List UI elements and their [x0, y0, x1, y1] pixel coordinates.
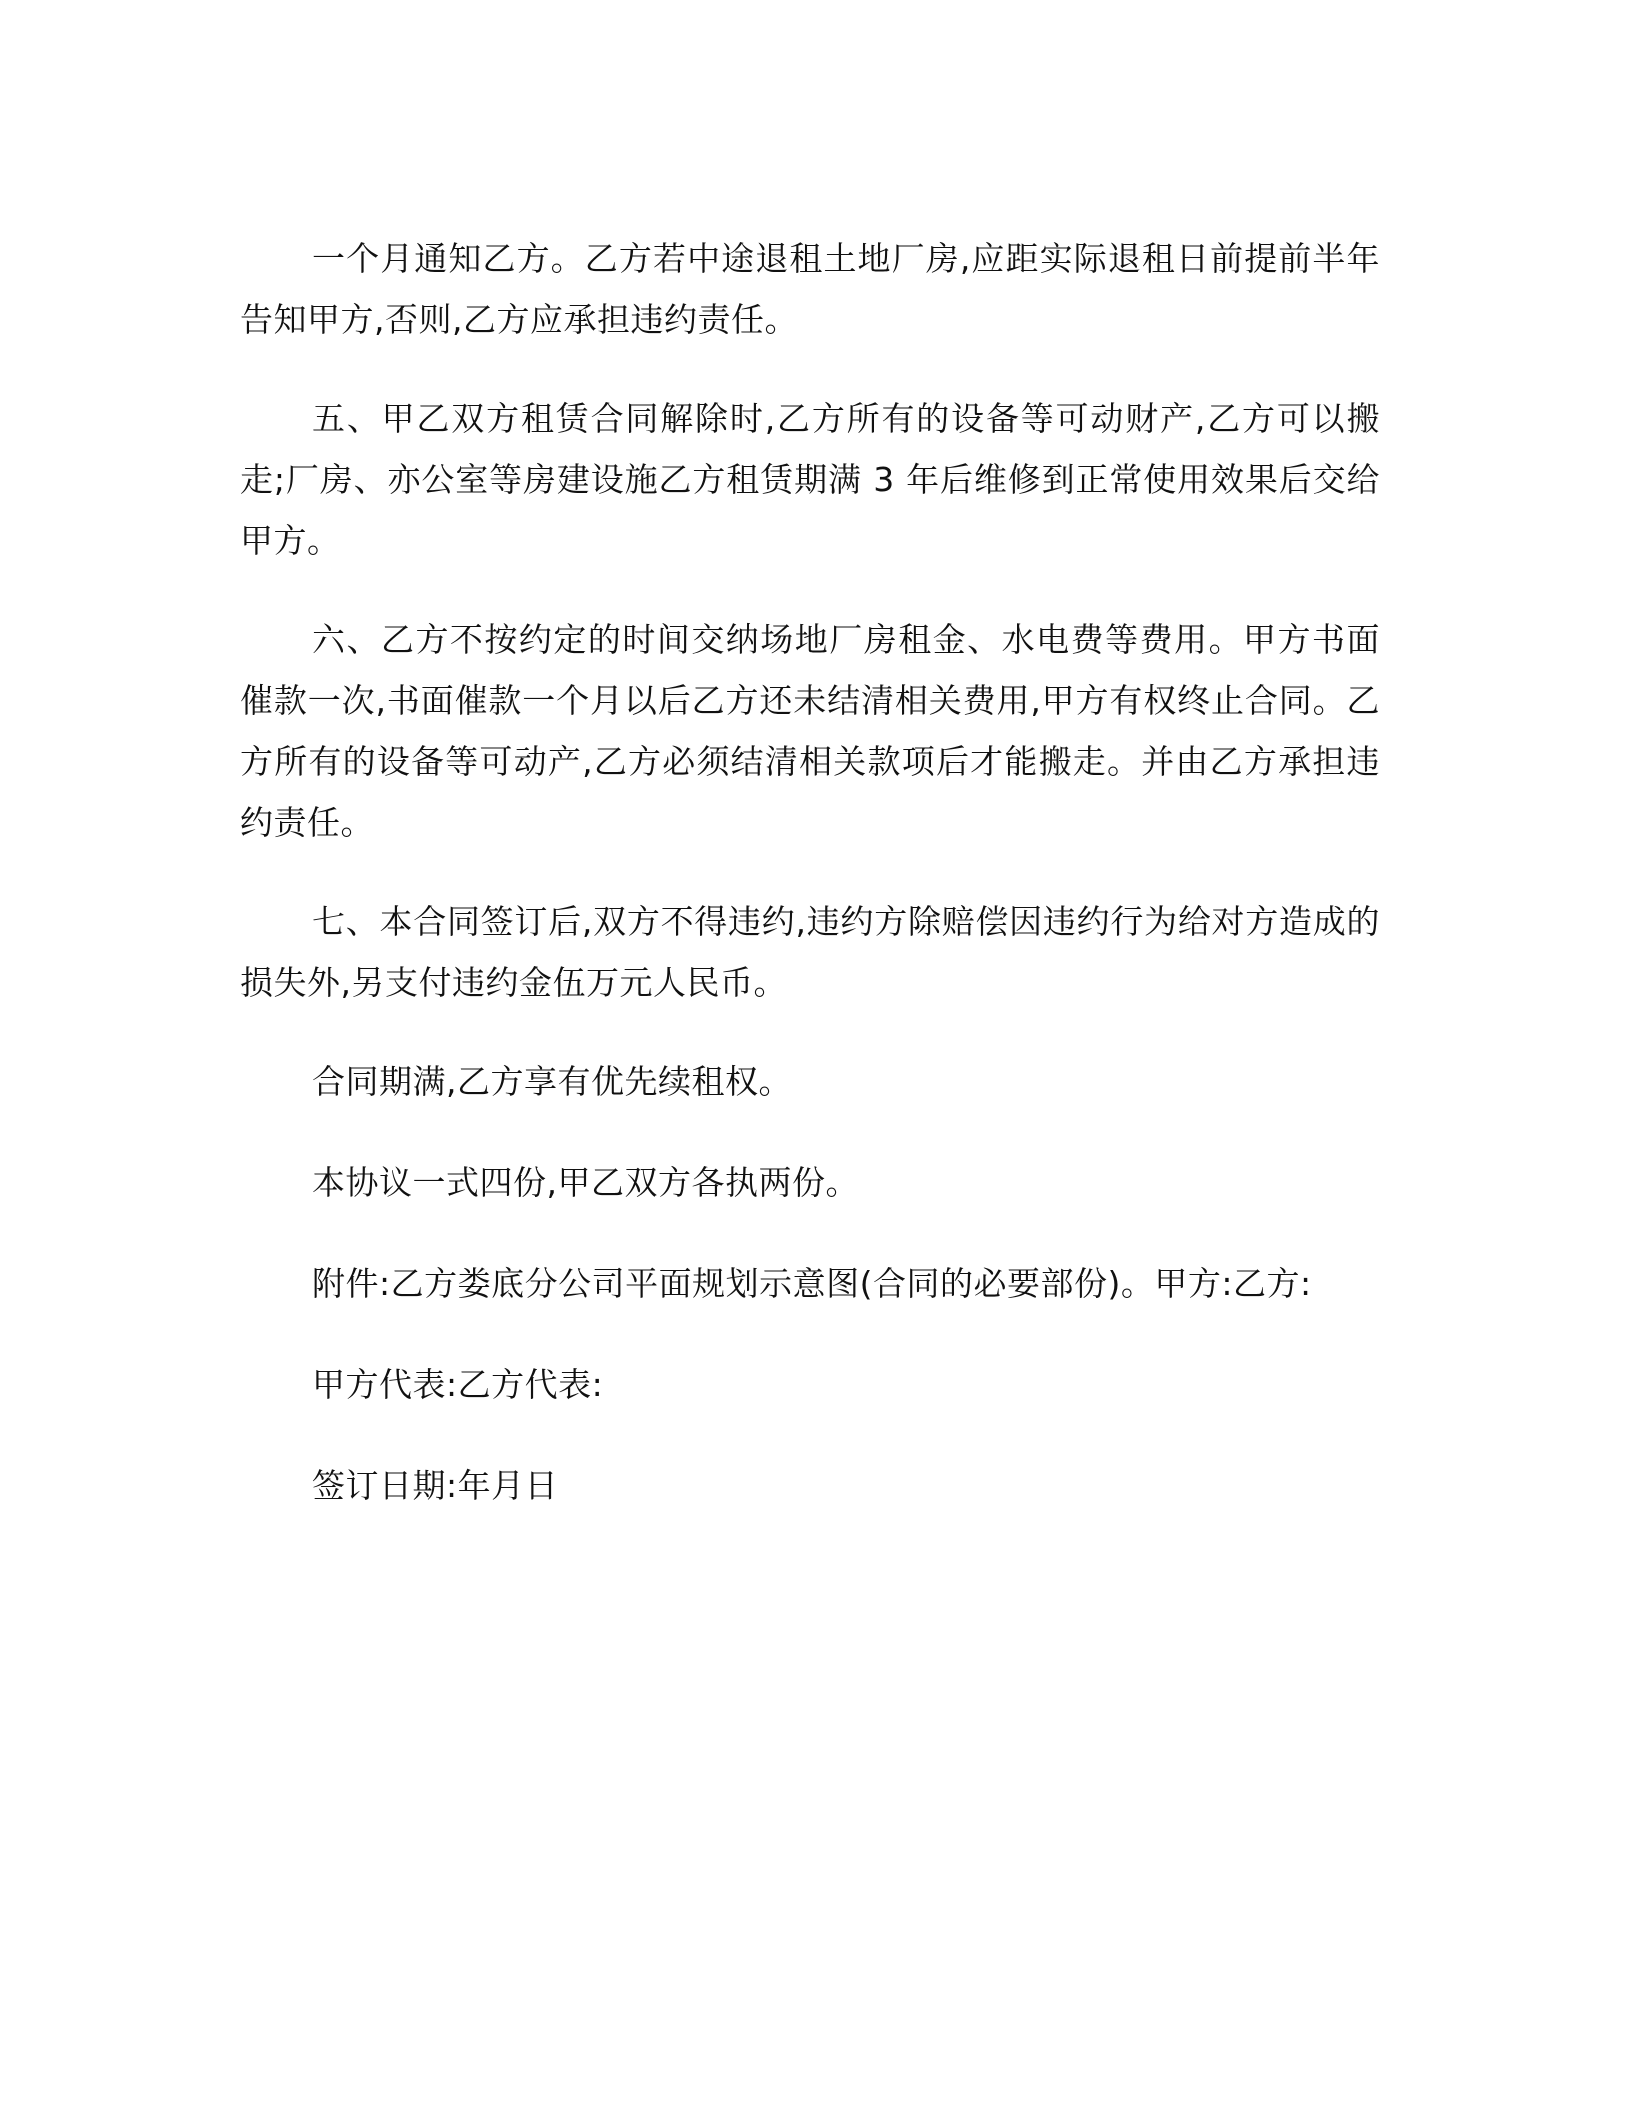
paragraph-signing-date: 签订日期:年月日	[312, 1466, 559, 1505]
paragraph-attachment-parties: 附件:乙方娄底分公司平面规划示意图(合同的必要部份)。甲方:乙方:	[312, 1264, 1312, 1303]
paragraph-clause-6: 六、乙方不按约定的时间交纳场地厂房租金、水电费等费用。甲方书面催款一次,书面催款一个月以后乙方还未结清相关费用,甲方有权终止合同。乙方所有的设备等可动产,乙方必须结清相关款项后才能搬走。并由乙方承担违约责任。	[240, 620, 1380, 842]
paragraph-clause-7: 七、本合同签订后,双方不得违约,违约方除赔偿因违约行为给对方造成的损失外,另支付违约金伍万元人民币。	[240, 902, 1380, 1002]
paragraph-notice-terms: 一个月通知乙方。乙方若中途退租土地厂房,应距实际退租日前提前半年告知甲方,否则,乙方应承担违约责任。	[240, 239, 1380, 339]
document-body	[240, 228, 1380, 1556]
paragraph-representatives: 甲方代表:乙方代表:	[312, 1365, 604, 1404]
paragraph-clause-5: 五、甲乙双方租赁合同解除时,乙方所有的设备等可动财产,乙方可以搬走;厂房、亦公室等房建设施乙方租赁期满 3 年后维修到正常使用效果后交给甲方。	[240, 399, 1380, 560]
paragraph-renewal-right: 合同期满,乙方享有优先续租权。	[312, 1062, 792, 1101]
paragraph-copies: 本协议一式四份,甲乙双方各执两份。	[312, 1163, 859, 1202]
